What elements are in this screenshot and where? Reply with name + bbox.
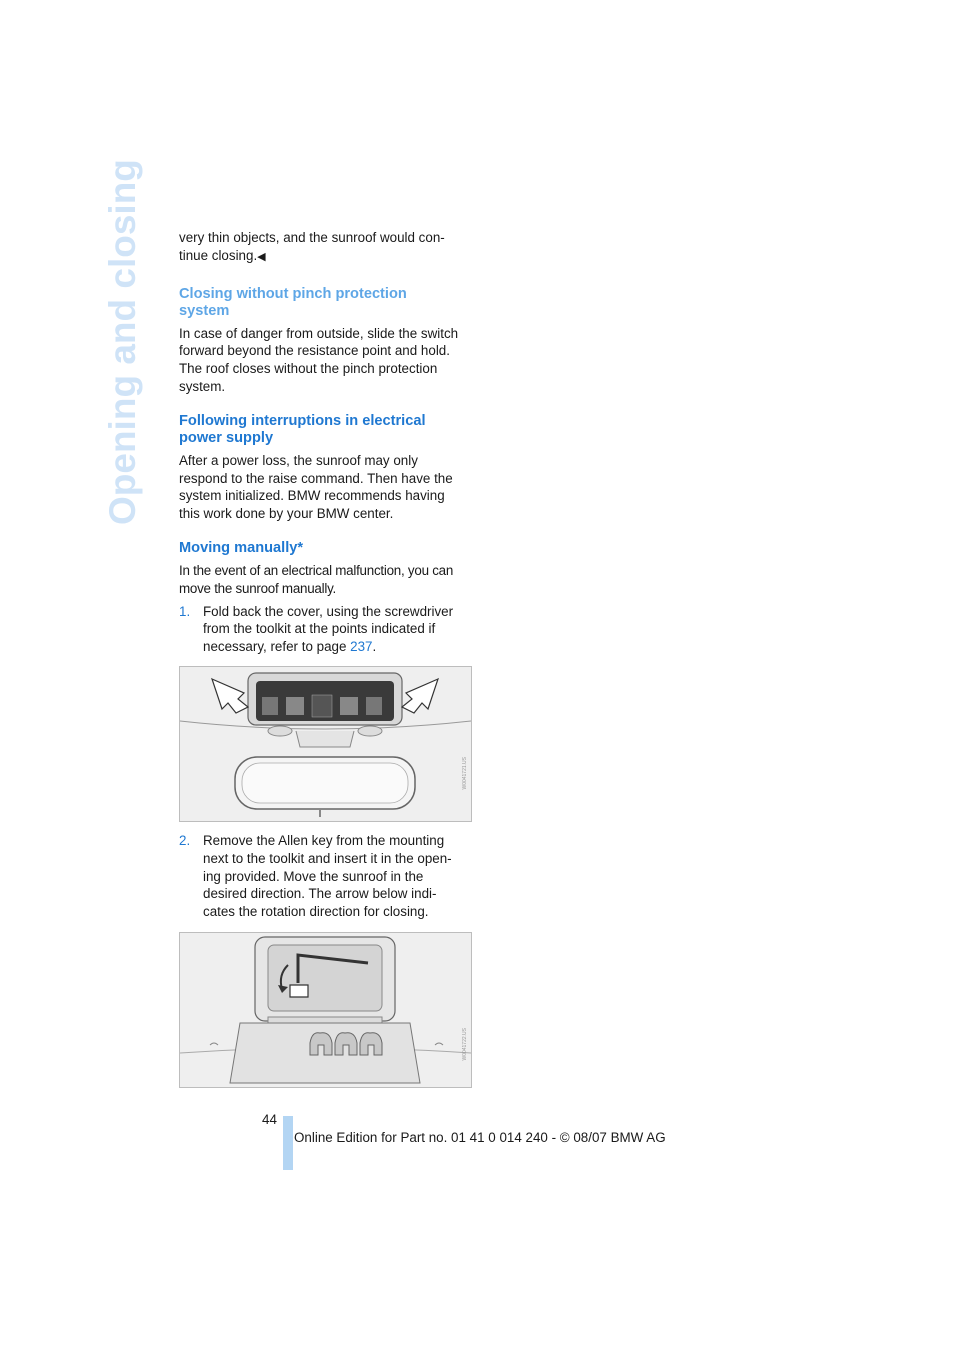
body-line: move the sunroof manually. — [179, 580, 336, 596]
step-line: next to the toolkit and insert it in the open- — [203, 850, 452, 866]
heading-moving-manually — [179, 540, 471, 557]
body-line: system. — [179, 378, 226, 394]
intro-line: very thin objects, and the sunroof would con- — [179, 230, 445, 245]
step-line: necessary, refer to page — [203, 639, 351, 655]
step-line: Remove the Allen key from the mounting — [203, 833, 445, 848]
closing-paragraph — [179, 325, 471, 396]
figure-overhead-console — [179, 666, 472, 822]
heading-line: system — [179, 302, 230, 319]
step-number: 2. — [179, 833, 191, 848]
main-column — [179, 229, 471, 656]
intro-paragraph — [179, 229, 471, 267]
step-line: ing provided. Move the sunroof in the — [203, 868, 424, 884]
list-item-step-2 — [179, 832, 471, 921]
figure-code: W0041722.US — [462, 1028, 468, 1061]
body-line: this work done by your BMW center. — [179, 506, 394, 522]
main-column-continued — [179, 832, 471, 921]
manual-paragraph — [179, 562, 471, 598]
intro-line: tinue closing. — [179, 247, 258, 263]
list-item-step-1 — [179, 603, 471, 656]
step-line-end: . — [372, 639, 377, 655]
allen-key-illustration — [180, 933, 471, 1087]
heading-line: Following interruptions in electrical — [179, 412, 426, 429]
heading-line: Closing without pinch protection — [179, 285, 407, 302]
page-reference-link[interactable]: 237 — [350, 639, 373, 655]
power-paragraph — [179, 452, 471, 523]
body-line: respond to the raise command. Then have the — [179, 470, 453, 486]
overhead-console-illustration — [180, 667, 471, 821]
figure-code: W0041721.US — [462, 757, 468, 790]
footer-text: Online Edition for Part no. 01 41 0 014 240 - © 08/07 BMW AG — [294, 1130, 666, 1145]
body-line: After a power loss, the sunroof may only — [179, 452, 418, 468]
chapter-title: Opening and closing — [102, 159, 143, 525]
heading-line: power supply — [179, 429, 274, 446]
body-line: In case of danger from outside, slide the switch — [179, 325, 459, 341]
step-line: Fold back the cover, using the screwdriver — [203, 603, 454, 619]
body-line: The roof closes without the pinch protection — [179, 361, 438, 377]
body-line: forward beyond the resistance point and hold. — [179, 343, 450, 359]
heading-line: Moving manually* — [179, 539, 304, 556]
heading-power-interruptions — [179, 413, 471, 447]
body-line: system initialized. BMW recommends having — [179, 488, 445, 504]
figure-allen-key — [179, 932, 472, 1088]
step-number: 1. — [179, 603, 191, 619]
step-line: cates the rotation direction for closing. — [203, 904, 429, 920]
body-line: In the event of an electrical malfunction, you can — [179, 562, 454, 578]
footer-bar — [283, 1116, 293, 1170]
step-line: desired direction. The arrow below indi- — [203, 886, 437, 902]
page-number: 44 — [262, 1112, 277, 1127]
step-line: from the toolkit at the points indicated if — [203, 621, 436, 637]
end-of-section-mark: ◀ — [257, 250, 266, 263]
heading-closing-without-pinch — [179, 286, 471, 320]
chapter-side-tab — [88, 159, 168, 525]
